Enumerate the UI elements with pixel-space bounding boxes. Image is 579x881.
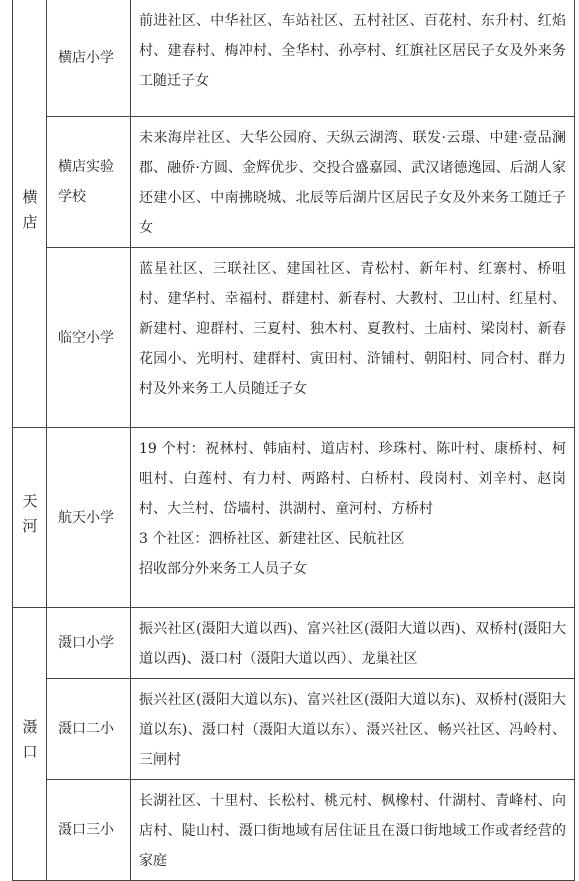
area-line: 招收部分外来务工人员子女 (139, 561, 307, 577)
district-cell (13, 0, 47, 428)
district-label: 滠口 (20, 719, 39, 769)
school-district-table (12, 0, 575, 881)
school-name: 滠口二小 (47, 679, 131, 780)
area-line: 19 个村：祝林村、韩庙村、道店村、珍珠村、陈叶村、康桥村、柯咀村、白莲村、有力村、两路村、白桥村、段岗村、刘辛村、赵岗村、大兰村、岱墙村、洪湖村、童河村、方桥村 (139, 441, 566, 517)
district-label: 天河 (20, 492, 39, 543)
school-name: 临空小学 (47, 248, 131, 428)
table-row (13, 780, 575, 881)
school-name: 滠口小学 (47, 608, 131, 679)
table-row (13, 608, 575, 679)
district-label: 横店 (20, 188, 39, 239)
area-description: 未来海岸社区、大华公园府、天纵云湖湾、联发·云璟、中建·壹品澜郡、融侨·方圆、金辉优步、交投合盛嘉园、武汉诸德逸园、后湖人家还建小区、中南拂晓城、北辰等后湖片区居民子女及外来务工随迁子女 (131, 117, 575, 248)
table-row (13, 0, 575, 117)
school-name: 滠口三小 (47, 780, 131, 881)
area-description: 长湖社区、十里村、长松村、桃元村、枫橡村、什湖村、青峰村、向店村、陡山村、滠口街地域有居住证且在滠口街地域工作或者经营的家庭 (131, 780, 575, 881)
table-row (13, 679, 575, 780)
area-description: 振兴社区(滠阳大道以西)、富兴社区(滠阳大道以西)、双桥村(滠阳大道以西)、滠口村（滠阳大道以西）、龙巢社区 (131, 608, 575, 679)
district-cell (13, 428, 47, 608)
area-description: 前进社区、中华社区、车站社区、五村社区、百花村、东升村、红焰村、建春村、梅冲村、全华村、孙亭村、红旗社区居民子女及外来务工随迁子女 (131, 0, 575, 117)
table-row (13, 248, 575, 428)
table-row (13, 117, 575, 248)
table-row (13, 428, 575, 608)
area-description: 蓝星社区、三联社区、建国社区、青松村、新年村、红寨村、桥咀村、建华村、幸福村、群建村、新春村、大教村、卫山村、红星村、新建村、迎群村、三夏村、独木村、夏教村、土庙村、梁岗村、新春花园小、光明村、建群村、寅田村、浒铺村、朝阳村、同合村、群力村及外来务工人员随迁子女 (131, 248, 575, 428)
school-name: 横店小学 (47, 0, 131, 117)
school-name: 航天小学 (47, 428, 131, 608)
school-name: 横店实验学校 (47, 117, 131, 248)
area-line: 3 个社区：泗桥社区、新建社区、民航社区 (139, 531, 405, 547)
district-cell (13, 608, 47, 881)
area-description: 振兴社区(滠阳大道以东)、富兴社区(滠阳大道以东)、双桥村(滠阳大道以东)、滠口村（滠阳大道以东）、滠兴社区、畅兴社区、冯岭村、三闸村 (131, 679, 575, 780)
area-description (131, 428, 575, 608)
